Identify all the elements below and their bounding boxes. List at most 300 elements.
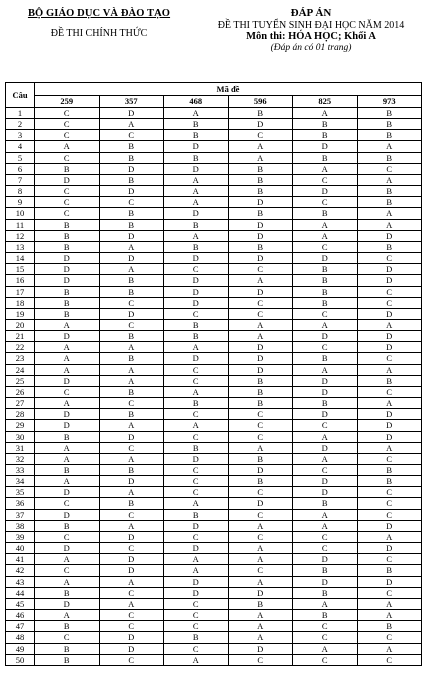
answer-cell: A [99,520,164,531]
answer-cell: A [35,576,100,587]
answer-cell: A [228,442,293,453]
answer-cell: A [357,531,422,542]
answer-cell: B [357,197,422,208]
question-number: 33 [6,465,35,476]
answer-cell: A [357,442,422,453]
answer-cell: C [99,319,164,330]
answer-cell: C [35,130,100,141]
question-number: 35 [6,487,35,498]
answer-cell: C [357,587,422,598]
table-row [6,654,422,665]
answer-cell: B [293,587,358,598]
page-note: (Đáp án có 01 trang) [270,42,352,53]
question-number: 24 [6,364,35,375]
answer-cell: D [357,420,422,431]
answer-cell: D [357,520,422,531]
answer-cell: B [164,241,229,252]
answer-cell: C [228,420,293,431]
answer-cell: C [164,308,229,319]
answer-cell: B [293,286,358,297]
question-number: 17 [6,286,35,297]
answer-cell: A [228,543,293,554]
answer-cell: C [357,163,422,174]
answer-cell: C [35,108,100,119]
answer-cell: D [357,342,422,353]
answer-cell: C [228,487,293,498]
answer-cell: D [293,375,358,386]
answer-cell: A [99,364,164,375]
answer-cell: A [357,643,422,654]
answer-cell: D [293,576,358,587]
answer-cell: D [164,453,229,464]
table-row [6,353,422,364]
answer-cell: D [99,476,164,487]
answer-cell: C [99,543,164,554]
answer-cell: D [164,587,229,598]
table-row [6,565,422,576]
table-row [6,487,422,498]
answer-cell: B [164,398,229,409]
table-row [6,230,422,241]
table-row [6,319,422,330]
answer-cell: D [99,108,164,119]
header-left [4,8,194,39]
answer-cell: B [228,398,293,409]
answer-cell: C [99,654,164,665]
answer-cell: B [293,275,358,286]
answer-cell: D [164,253,229,264]
table-row [6,398,422,409]
answer-cell: C [293,241,358,252]
answer-cell: D [35,264,100,275]
answer-cell: C [357,297,422,308]
table-row [6,286,422,297]
answer-cell: A [35,364,100,375]
answer-cell: C [164,610,229,621]
document-title: ĐÁP ÁN [290,7,332,19]
answer-cell: B [228,241,293,252]
table-row [6,186,422,197]
answer-rows [6,108,422,666]
answer-cell: C [164,487,229,498]
answer-cell: B [164,442,229,453]
answer-cell: B [228,598,293,609]
answer-cell: C [99,509,164,520]
answer-cell: B [293,297,358,308]
question-number: 34 [6,476,35,487]
answer-cell: A [293,163,358,174]
answer-cell: A [35,476,100,487]
table-row [6,174,422,185]
question-number: 10 [6,208,35,219]
answer-cell: A [357,319,422,330]
answer-cell: D [357,576,422,587]
table-row [6,119,422,130]
answer-cell: A [293,520,358,531]
question-number: 15 [6,264,35,275]
answer-cell: C [164,643,229,654]
answer-cell: A [99,576,164,587]
answer-cell: B [35,520,100,531]
table-row [6,364,422,375]
answer-cell: C [164,476,229,487]
exam-code-header: 468 [164,96,229,108]
answer-cell: D [228,197,293,208]
answer-cell: A [99,487,164,498]
answer-cell: A [164,342,229,353]
answer-cell: D [35,174,100,185]
answer-cell: A [357,398,422,409]
answer-cell: A [228,275,293,286]
answer-cell: B [35,219,100,230]
answer-cell: B [228,386,293,397]
answer-cell: C [357,487,422,498]
answer-cell: A [357,219,422,230]
exam-code-header: 596 [228,96,293,108]
answer-cell: B [164,319,229,330]
question-number: 14 [6,253,35,264]
answer-cell: B [293,565,358,576]
official-exam-label: ĐỀ THI CHÍNH THỨC [50,28,148,39]
table-row [6,420,422,431]
answer-cell: D [164,576,229,587]
answer-cell: C [357,386,422,397]
answer-cell: A [99,420,164,431]
answer-cell: A [228,331,293,342]
table-row [6,498,422,509]
answer-cell: C [293,197,358,208]
table-row [6,543,422,554]
table-row [6,308,422,319]
answer-cell: C [164,531,229,542]
answer-cell: D [99,253,164,264]
answer-cell: B [35,643,100,654]
answer-cell: B [164,119,229,130]
answer-cell: B [357,152,422,163]
answer-cell: D [164,286,229,297]
answer-cell: A [164,654,229,665]
answer-cell: A [357,598,422,609]
answer-cell: A [35,442,100,453]
answer-cell: C [228,308,293,319]
answer-cell: D [35,543,100,554]
question-number: 31 [6,442,35,453]
exam-code-header: 825 [293,96,358,108]
answer-cell: C [357,632,422,643]
answer-cell: C [164,375,229,386]
question-number: 44 [6,587,35,598]
question-number: 30 [6,431,35,442]
table-row [6,509,422,520]
answer-cell: B [228,375,293,386]
answer-cell: C [35,386,100,397]
question-number: 36 [6,498,35,509]
question-number: 7 [6,174,35,185]
question-number: 25 [6,375,35,386]
answer-cell: D [357,331,422,342]
answer-cell: D [164,520,229,531]
answer-cell: D [99,163,164,174]
question-number: 9 [6,197,35,208]
answer-cell: A [35,141,100,152]
answer-cell: C [99,398,164,409]
answer-cell: C [293,308,358,319]
exam-code-header: 259 [35,96,100,108]
answer-cell: A [35,353,100,364]
answer-cell: D [35,275,100,286]
answer-cell: D [228,286,293,297]
answer-cell: C [228,409,293,420]
table-row [6,342,422,353]
answer-cell: A [99,342,164,353]
question-number: 13 [6,241,35,252]
question-number: 6 [6,163,35,174]
table-row [6,431,422,442]
answer-cell: D [99,308,164,319]
table-row [6,610,422,621]
question-number: 48 [6,632,35,643]
answer-cell: A [164,420,229,431]
table-row [6,621,422,632]
question-number: 4 [6,141,35,152]
answer-cell: A [228,576,293,587]
answer-cell: C [164,621,229,632]
answer-cell: D [357,264,422,275]
question-number: 2 [6,119,35,130]
question-number: 18 [6,297,35,308]
answer-cell: A [99,375,164,386]
answer-cell: D [164,163,229,174]
answer-cell: D [293,253,358,264]
question-number: 42 [6,565,35,576]
answer-cell: D [228,253,293,264]
answer-cell: C [228,531,293,542]
answer-cell: C [99,442,164,453]
answer-cell: D [228,498,293,509]
answer-cell: C [293,420,358,431]
answer-cell: C [293,621,358,632]
answer-cell: C [228,130,293,141]
answer-cell: A [293,431,358,442]
answer-cell: B [293,130,358,141]
question-number: 26 [6,386,35,397]
answer-cell: B [164,331,229,342]
answer-cell: D [99,565,164,576]
table-row [6,643,422,654]
table-row [6,208,422,219]
answer-cell: B [357,108,422,119]
answer-cell: D [228,587,293,598]
answer-cell: C [164,364,229,375]
answer-cell: B [99,219,164,230]
table-row [6,241,422,252]
table-header-row [6,83,422,96]
answer-cell: A [293,453,358,464]
answer-cell: D [228,364,293,375]
answer-cell: B [99,275,164,286]
answer-cell: B [293,498,358,509]
subject-line: Môn thi: HÓA HỌC; Khối A [246,31,376,42]
answer-cell: D [99,554,164,565]
answer-cell: B [99,386,164,397]
answer-cell: B [164,632,229,643]
answer-cell: B [99,174,164,185]
answer-cell: B [293,353,358,364]
answer-cell: D [293,487,358,498]
answer-cell: B [35,587,100,598]
answer-cell: A [293,319,358,330]
table-row [6,375,422,386]
question-number: 37 [6,509,35,520]
table-row [6,587,422,598]
question-number: 39 [6,531,35,542]
answer-cell: D [164,353,229,364]
answer-cell: A [228,141,293,152]
answer-cell: A [228,319,293,330]
ministry-name: BỘ GIÁO DỤC VÀ ĐÀO TẠO [27,8,171,19]
question-number: 40 [6,543,35,554]
answer-cell: B [35,431,100,442]
answer-cell: A [228,152,293,163]
answer-cell: D [357,409,422,420]
answer-cell: D [228,353,293,364]
answer-cell: D [228,119,293,130]
answer-cell: D [357,230,422,241]
answer-cell: C [293,543,358,554]
answer-cell: C [35,208,100,219]
answer-cell: D [228,342,293,353]
answer-cell: C [228,654,293,665]
answer-cell: B [357,186,422,197]
answer-cell: C [357,509,422,520]
question-number: 47 [6,621,35,632]
answer-cell: D [35,420,100,431]
answer-cell: D [357,275,422,286]
answer-cell: A [99,119,164,130]
answer-cell: D [293,409,358,420]
question-number: 43 [6,576,35,587]
question-number: 3 [6,130,35,141]
answer-cell: B [357,241,422,252]
answer-cell: D [164,275,229,286]
question-number: 46 [6,610,35,621]
answer-cell: C [35,152,100,163]
answer-cell: A [228,520,293,531]
answer-cell: C [164,264,229,275]
answer-cell: D [228,230,293,241]
question-number: 41 [6,554,35,565]
question-number: 28 [6,409,35,420]
answer-cell: A [357,141,422,152]
answer-cell: B [35,621,100,632]
answer-cell: C [228,431,293,442]
answer-cell: B [164,509,229,520]
table-row [6,520,422,531]
answer-cell: C [35,186,100,197]
answer-cell: B [293,264,358,275]
question-number: 38 [6,520,35,531]
answer-cell: A [35,453,100,464]
table-row [6,108,422,119]
answer-cell: D [99,431,164,442]
answer-cell: C [99,130,164,141]
answer-cell: A [293,643,358,654]
answer-cell: D [357,308,422,319]
answer-cell: C [35,531,100,542]
table-row [6,453,422,464]
answer-cell: D [293,442,358,453]
table-row [6,152,422,163]
answer-cell: C [357,453,422,464]
answer-cell: B [357,565,422,576]
answer-cell: A [293,598,358,609]
answer-cell: B [35,465,100,476]
question-number: 23 [6,353,35,364]
answer-cell: C [99,610,164,621]
answer-cell: A [357,208,422,219]
answer-cell: C [357,554,422,565]
answer-cell: C [99,297,164,308]
answer-cell: C [357,353,422,364]
question-number: 11 [6,219,35,230]
answer-cell: B [228,208,293,219]
answer-cell: D [35,598,100,609]
answer-cell: D [164,543,229,554]
table-row [6,632,422,643]
answer-cell: B [228,163,293,174]
answer-cell: D [164,297,229,308]
answer-cell: B [293,208,358,219]
answer-cell: A [228,554,293,565]
answer-cell: B [228,186,293,197]
question-number: 45 [6,598,35,609]
table-row [6,531,422,542]
question-number: 21 [6,331,35,342]
answer-cell: C [293,632,358,643]
answer-cell: D [164,141,229,152]
answer-cell: C [293,342,358,353]
answer-cell: D [164,208,229,219]
table-row [6,219,422,230]
answer-cell: C [357,286,422,297]
answer-cell: D [228,219,293,230]
answer-cell: A [228,610,293,621]
answer-cell: A [35,398,100,409]
answer-cell: D [35,331,100,342]
answer-cell: D [35,409,100,420]
answer-cell: D [35,253,100,264]
answer-cell: D [293,141,358,152]
answer-cell: D [99,186,164,197]
header-right [196,8,426,54]
answer-cell: D [357,431,422,442]
answer-cell: D [228,643,293,654]
answer-cell: C [293,531,358,542]
answer-cell: C [228,264,293,275]
exam-code-header: 357 [99,96,164,108]
answer-cell: B [99,152,164,163]
answer-cell: A [35,554,100,565]
answer-cell: B [99,353,164,364]
table-row [6,297,422,308]
answer-cell: C [164,409,229,420]
answer-cell: B [99,208,164,219]
answer-cell: B [293,398,358,409]
answer-cell: B [228,476,293,487]
answer-cell: B [99,331,164,342]
answer-cell: A [293,509,358,520]
answer-cell: B [357,130,422,141]
